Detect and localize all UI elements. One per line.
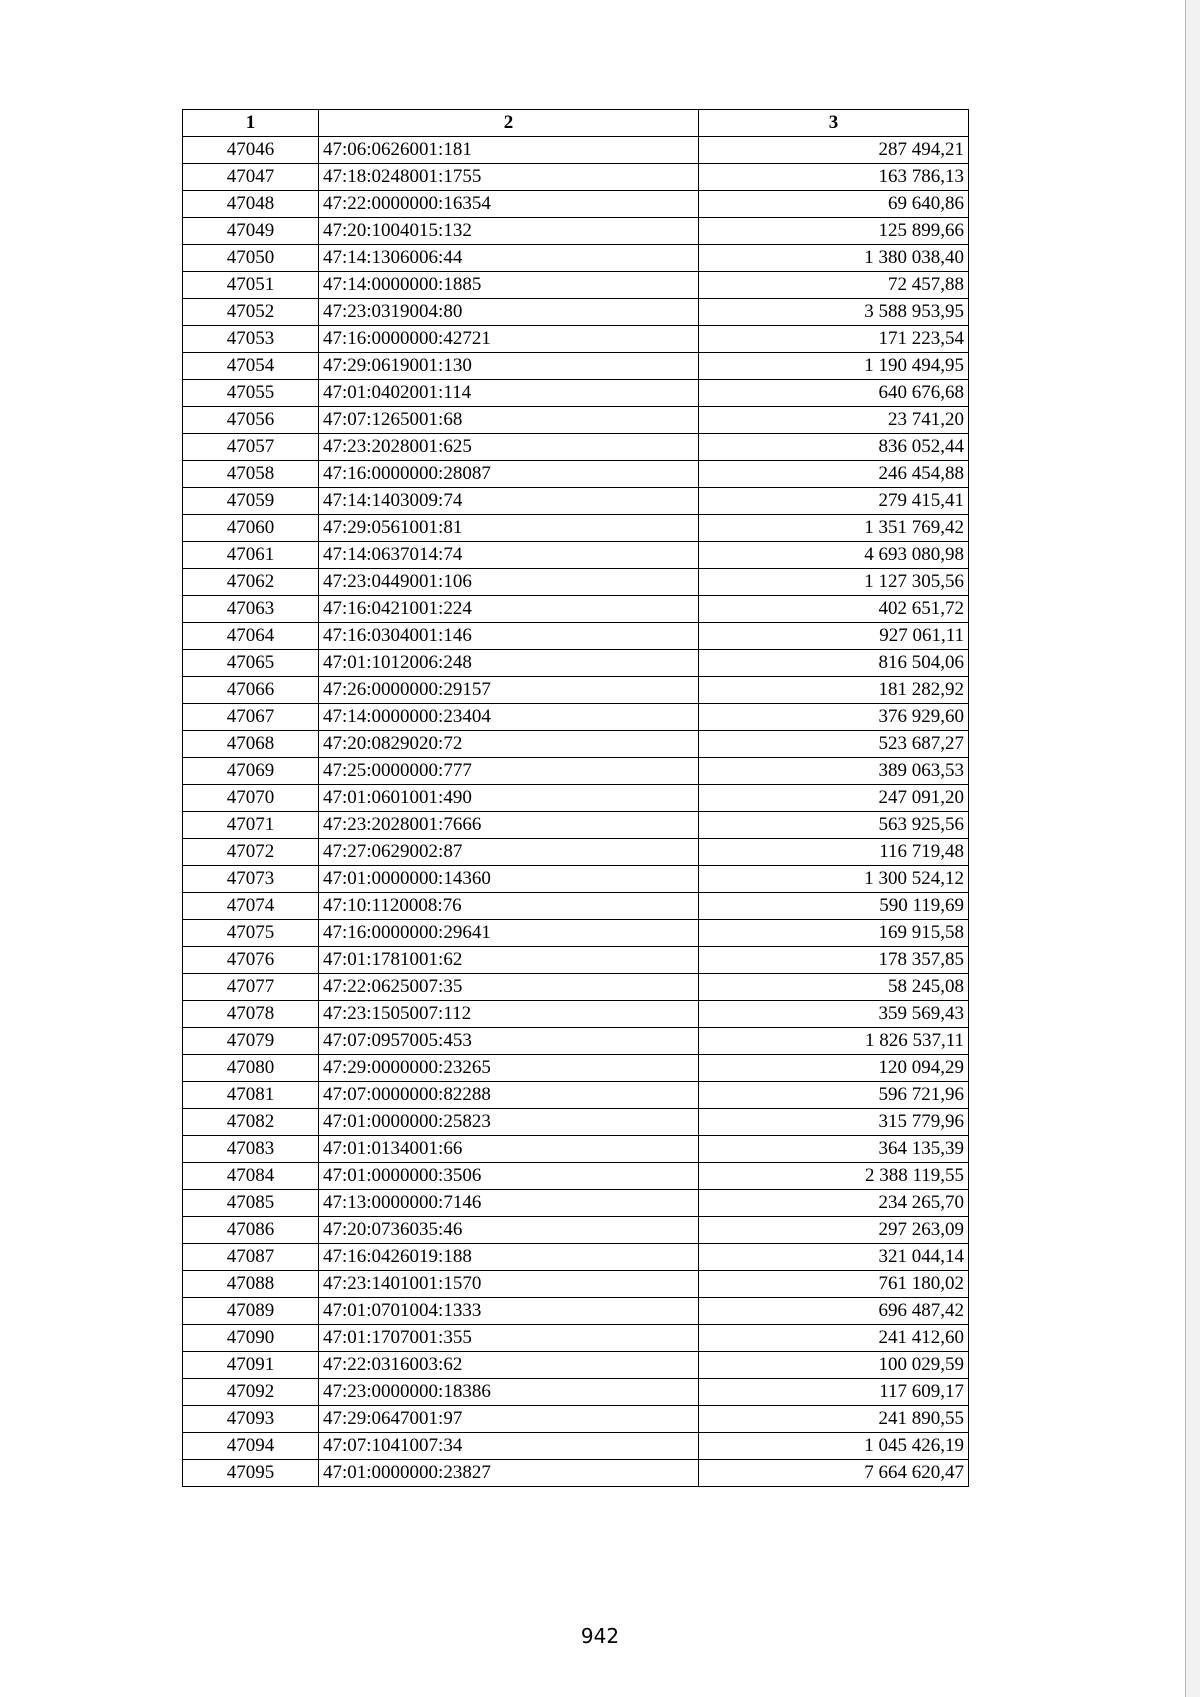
table-row <box>183 893 969 920</box>
table-row <box>183 623 969 650</box>
table-row <box>183 839 969 866</box>
table-row <box>183 488 969 515</box>
table-row <box>183 758 969 785</box>
cadastral-value-cell: 836 052,44 <box>699 434 969 461</box>
cadastral-value-cell: 596 721,96 <box>699 1082 969 1109</box>
cadastral-number-cell: 47:16:0000000:28087 <box>319 461 699 488</box>
cadastral-number-cell: 47:20:1004015:132 <box>319 218 699 245</box>
cadastral-number-cell: 47:01:1707001:355 <box>319 1325 699 1352</box>
table-row <box>183 731 969 758</box>
row-number-cell: 47061 <box>183 542 319 569</box>
cadastral-value-cell: 816 504,06 <box>699 650 969 677</box>
table-row <box>183 1406 969 1433</box>
row-number-cell: 47095 <box>183 1460 319 1487</box>
cadastral-number-cell: 47:01:0000000:23827 <box>319 1460 699 1487</box>
row-number-cell: 47060 <box>183 515 319 542</box>
row-number-cell: 47082 <box>183 1109 319 1136</box>
table-row <box>183 920 969 947</box>
row-number-cell: 47065 <box>183 650 319 677</box>
page-edge-scrollbar <box>1185 0 1200 1697</box>
table-row <box>183 1001 969 1028</box>
cadastral-value-cell: 364 135,39 <box>699 1136 969 1163</box>
table-row <box>183 353 969 380</box>
cadastral-number-cell: 47:06:0626001:181 <box>319 137 699 164</box>
row-number-cell: 47093 <box>183 1406 319 1433</box>
table-header-row <box>183 110 969 137</box>
row-number-cell: 47083 <box>183 1136 319 1163</box>
cadastral-value-cell: 69 640,86 <box>699 191 969 218</box>
cadastral-number-cell: 47:01:0000000:3506 <box>319 1163 699 1190</box>
table-row <box>183 677 969 704</box>
table-body <box>183 137 969 1487</box>
cadastral-number-cell: 47:27:0629002:87 <box>319 839 699 866</box>
column-header-1: 1 <box>183 110 319 137</box>
table-row <box>183 1163 969 1190</box>
row-number-cell: 47089 <box>183 1298 319 1325</box>
row-number-cell: 47079 <box>183 1028 319 1055</box>
cadastral-value-cell: 241 412,60 <box>699 1325 969 1352</box>
table-row <box>183 1460 969 1487</box>
cadastral-number-cell: 47:22:0000000:16354 <box>319 191 699 218</box>
cadastral-number-cell: 47:22:0625007:35 <box>319 974 699 1001</box>
cadastral-value-cell: 297 263,09 <box>699 1217 969 1244</box>
row-number-cell: 47058 <box>183 461 319 488</box>
cadastral-value-cell: 376 929,60 <box>699 704 969 731</box>
cadastral-number-cell: 47:20:0736035:46 <box>319 1217 699 1244</box>
cadastral-value-cell: 1 190 494,95 <box>699 353 969 380</box>
row-number-cell: 47050 <box>183 245 319 272</box>
cadastral-number-cell: 47:26:0000000:29157 <box>319 677 699 704</box>
cadastral-value-cell: 3 588 953,95 <box>699 299 969 326</box>
cadastral-number-cell: 47:20:0829020:72 <box>319 731 699 758</box>
cadastral-value-cell: 1 045 426,19 <box>699 1433 969 1460</box>
row-number-cell: 47081 <box>183 1082 319 1109</box>
table-row <box>183 947 969 974</box>
table-row <box>183 515 969 542</box>
cadastral-number-cell: 47:07:1041007:34 <box>319 1433 699 1460</box>
row-number-cell: 47052 <box>183 299 319 326</box>
cadastral-number-cell: 47:23:0319004:80 <box>319 299 699 326</box>
table-row <box>183 1136 969 1163</box>
table-row <box>183 650 969 677</box>
cadastral-value-cell: 1 826 537,11 <box>699 1028 969 1055</box>
table-row <box>183 866 969 893</box>
cadastral-number-cell: 47:01:0601001:490 <box>319 785 699 812</box>
cadastral-number-cell: 47:23:2028001:625 <box>319 434 699 461</box>
cadastral-value-cell: 171 223,54 <box>699 326 969 353</box>
row-number-cell: 47048 <box>183 191 319 218</box>
row-number-cell: 47053 <box>183 326 319 353</box>
cadastral-number-cell: 47:07:0000000:82288 <box>319 1082 699 1109</box>
cadastral-number-cell: 47:23:1505007:112 <box>319 1001 699 1028</box>
table-row <box>183 1433 969 1460</box>
cadastral-value-cell: 402 651,72 <box>699 596 969 623</box>
row-number-cell: 47057 <box>183 434 319 461</box>
row-number-cell: 47056 <box>183 407 319 434</box>
table-row <box>183 1217 969 1244</box>
cadastral-value-cell: 120 094,29 <box>699 1055 969 1082</box>
cadastral-number-cell: 47:14:0000000:23404 <box>319 704 699 731</box>
row-number-cell: 47088 <box>183 1271 319 1298</box>
row-number-cell: 47092 <box>183 1379 319 1406</box>
cadastral-number-cell: 47:01:0000000:14360 <box>319 866 699 893</box>
table-row <box>183 1190 969 1217</box>
cadastral-value-cell: 4 693 080,98 <box>699 542 969 569</box>
table-row <box>183 245 969 272</box>
row-number-cell: 47069 <box>183 758 319 785</box>
cadastral-number-cell: 47:01:1781001:62 <box>319 947 699 974</box>
row-number-cell: 47070 <box>183 785 319 812</box>
cadastral-number-cell: 47:13:0000000:7146 <box>319 1190 699 1217</box>
row-number-cell: 47094 <box>183 1433 319 1460</box>
table-row <box>183 704 969 731</box>
row-number-cell: 47073 <box>183 866 319 893</box>
row-number-cell: 47080 <box>183 1055 319 1082</box>
cadastral-number-cell: 47:29:0561001:81 <box>319 515 699 542</box>
cadastral-number-cell: 47:07:0957005:453 <box>319 1028 699 1055</box>
table-row <box>183 326 969 353</box>
row-number-cell: 47066 <box>183 677 319 704</box>
table-row <box>183 1082 969 1109</box>
cadastral-number-cell: 47:14:0637014:74 <box>319 542 699 569</box>
table-row <box>183 191 969 218</box>
page-number: 942 <box>580 1624 620 1648</box>
table-row <box>183 461 969 488</box>
column-header-2: 2 <box>319 110 699 137</box>
cadastral-value-cell: 640 676,68 <box>699 380 969 407</box>
cadastral-value-cell: 563 925,56 <box>699 812 969 839</box>
cadastral-value-cell: 178 357,85 <box>699 947 969 974</box>
row-number-cell: 47074 <box>183 893 319 920</box>
cadastral-number-cell: 47:29:0619001:130 <box>319 353 699 380</box>
cadastral-number-cell: 47:23:0449001:106 <box>319 569 699 596</box>
cadastral-value-cell: 247 091,20 <box>699 785 969 812</box>
cadastral-number-cell: 47:01:0701004:1333 <box>319 1298 699 1325</box>
table-row <box>183 299 969 326</box>
cadastral-value-table <box>182 109 969 1487</box>
cadastral-number-cell: 47:14:1403009:74 <box>319 488 699 515</box>
table-row <box>183 1379 969 1406</box>
cadastral-number-cell: 47:01:1012006:248 <box>319 650 699 677</box>
cadastral-value-cell: 125 899,66 <box>699 218 969 245</box>
cadastral-number-cell: 47:16:0421001:224 <box>319 596 699 623</box>
table-row <box>183 812 969 839</box>
row-number-cell: 47076 <box>183 947 319 974</box>
cadastral-value-cell: 234 265,70 <box>699 1190 969 1217</box>
table-row <box>183 218 969 245</box>
row-number-cell: 47068 <box>183 731 319 758</box>
table-row <box>183 137 969 164</box>
cadastral-value-cell: 7 664 620,47 <box>699 1460 969 1487</box>
cadastral-number-cell: 47:23:0000000:18386 <box>319 1379 699 1406</box>
row-number-cell: 47072 <box>183 839 319 866</box>
row-number-cell: 47085 <box>183 1190 319 1217</box>
row-number-cell: 47084 <box>183 1163 319 1190</box>
cadastral-number-cell: 47:16:0000000:29641 <box>319 920 699 947</box>
row-number-cell: 47062 <box>183 569 319 596</box>
table-row <box>183 974 969 1001</box>
row-number-cell: 47046 <box>183 137 319 164</box>
cadastral-value-cell: 72 457,88 <box>699 272 969 299</box>
row-number-cell: 47090 <box>183 1325 319 1352</box>
cadastral-number-cell: 47:01:0402001:114 <box>319 380 699 407</box>
cadastral-value-cell: 321 044,14 <box>699 1244 969 1271</box>
cadastral-value-cell: 287 494,21 <box>699 137 969 164</box>
row-number-cell: 47049 <box>183 218 319 245</box>
table-row <box>183 1325 969 1352</box>
cadastral-number-cell: 47:14:1306006:44 <box>319 245 699 272</box>
table-row <box>183 542 969 569</box>
cadastral-number-cell: 47:29:0000000:23265 <box>319 1055 699 1082</box>
table-row <box>183 380 969 407</box>
row-number-cell: 47059 <box>183 488 319 515</box>
table-row <box>183 272 969 299</box>
table-row <box>183 1298 969 1325</box>
column-header-3: 3 <box>699 110 969 137</box>
cadastral-number-cell: 47:16:0000000:42721 <box>319 326 699 353</box>
cadastral-value-cell: 100 029,59 <box>699 1352 969 1379</box>
cadastral-number-cell: 47:29:0647001:97 <box>319 1406 699 1433</box>
row-number-cell: 47086 <box>183 1217 319 1244</box>
cadastral-value-cell: 927 061,11 <box>699 623 969 650</box>
row-number-cell: 47078 <box>183 1001 319 1028</box>
row-number-cell: 47071 <box>183 812 319 839</box>
row-number-cell: 47051 <box>183 272 319 299</box>
cadastral-number-cell: 47:25:0000000:777 <box>319 758 699 785</box>
cadastral-value-cell: 359 569,43 <box>699 1001 969 1028</box>
row-number-cell: 47047 <box>183 164 319 191</box>
table-row <box>183 785 969 812</box>
cadastral-value-cell: 116 719,48 <box>699 839 969 866</box>
row-number-cell: 47067 <box>183 704 319 731</box>
row-number-cell: 47077 <box>183 974 319 1001</box>
cadastral-value-cell: 279 415,41 <box>699 488 969 515</box>
row-number-cell: 47091 <box>183 1352 319 1379</box>
cadastral-value-cell: 761 180,02 <box>699 1271 969 1298</box>
row-number-cell: 47087 <box>183 1244 319 1271</box>
cadastral-value-cell: 1 351 769,42 <box>699 515 969 542</box>
cadastral-value-cell: 523 687,27 <box>699 731 969 758</box>
cadastral-number-cell: 47:01:0000000:25823 <box>319 1109 699 1136</box>
table-row <box>183 1109 969 1136</box>
cadastral-value-cell: 58 245,08 <box>699 974 969 1001</box>
cadastral-number-cell: 47:01:0134001:66 <box>319 1136 699 1163</box>
cadastral-value-cell: 315 779,96 <box>699 1109 969 1136</box>
table-row <box>183 1028 969 1055</box>
table-row <box>183 407 969 434</box>
cadastral-value-cell: 246 454,88 <box>699 461 969 488</box>
cadastral-number-cell: 47:22:0316003:62 <box>319 1352 699 1379</box>
row-number-cell: 47063 <box>183 596 319 623</box>
table-row <box>183 164 969 191</box>
cadastral-value-cell: 1 300 524,12 <box>699 866 969 893</box>
table-row <box>183 596 969 623</box>
table-row <box>183 1271 969 1298</box>
cadastral-number-cell: 47:23:1401001:1570 <box>319 1271 699 1298</box>
row-number-cell: 47075 <box>183 920 319 947</box>
table-header <box>183 110 969 137</box>
cadastral-value-cell: 163 786,13 <box>699 164 969 191</box>
cadastral-value-cell: 23 741,20 <box>699 407 969 434</box>
cadastral-value-cell: 696 487,42 <box>699 1298 969 1325</box>
cadastral-number-cell: 47:14:0000000:1885 <box>319 272 699 299</box>
table-row <box>183 569 969 596</box>
cadastral-value-cell: 1 127 305,56 <box>699 569 969 596</box>
cadastral-value-cell: 181 282,92 <box>699 677 969 704</box>
cadastral-value-cell: 1 380 038,40 <box>699 245 969 272</box>
cadastral-number-cell: 47:16:0426019:188 <box>319 1244 699 1271</box>
table-row <box>183 1244 969 1271</box>
cadastral-number-cell: 47:18:0248001:1755 <box>319 164 699 191</box>
row-number-cell: 47054 <box>183 353 319 380</box>
cadastral-number-cell: 47:16:0304001:146 <box>319 623 699 650</box>
cadastral-number-cell: 47:10:1120008:76 <box>319 893 699 920</box>
table-row <box>183 1055 969 1082</box>
cadastral-value-cell: 117 609,17 <box>699 1379 969 1406</box>
cadastral-value-cell: 241 890,55 <box>699 1406 969 1433</box>
cadastral-number-cell: 47:07:1265001:68 <box>319 407 699 434</box>
table-row <box>183 1352 969 1379</box>
cadastral-value-cell: 169 915,58 <box>699 920 969 947</box>
row-number-cell: 47064 <box>183 623 319 650</box>
row-number-cell: 47055 <box>183 380 319 407</box>
cadastral-value-cell: 389 063,53 <box>699 758 969 785</box>
table-row <box>183 434 969 461</box>
cadastral-value-cell: 590 119,69 <box>699 893 969 920</box>
cadastral-number-cell: 47:23:2028001:7666 <box>319 812 699 839</box>
cadastral-value-cell: 2 388 119,55 <box>699 1163 969 1190</box>
